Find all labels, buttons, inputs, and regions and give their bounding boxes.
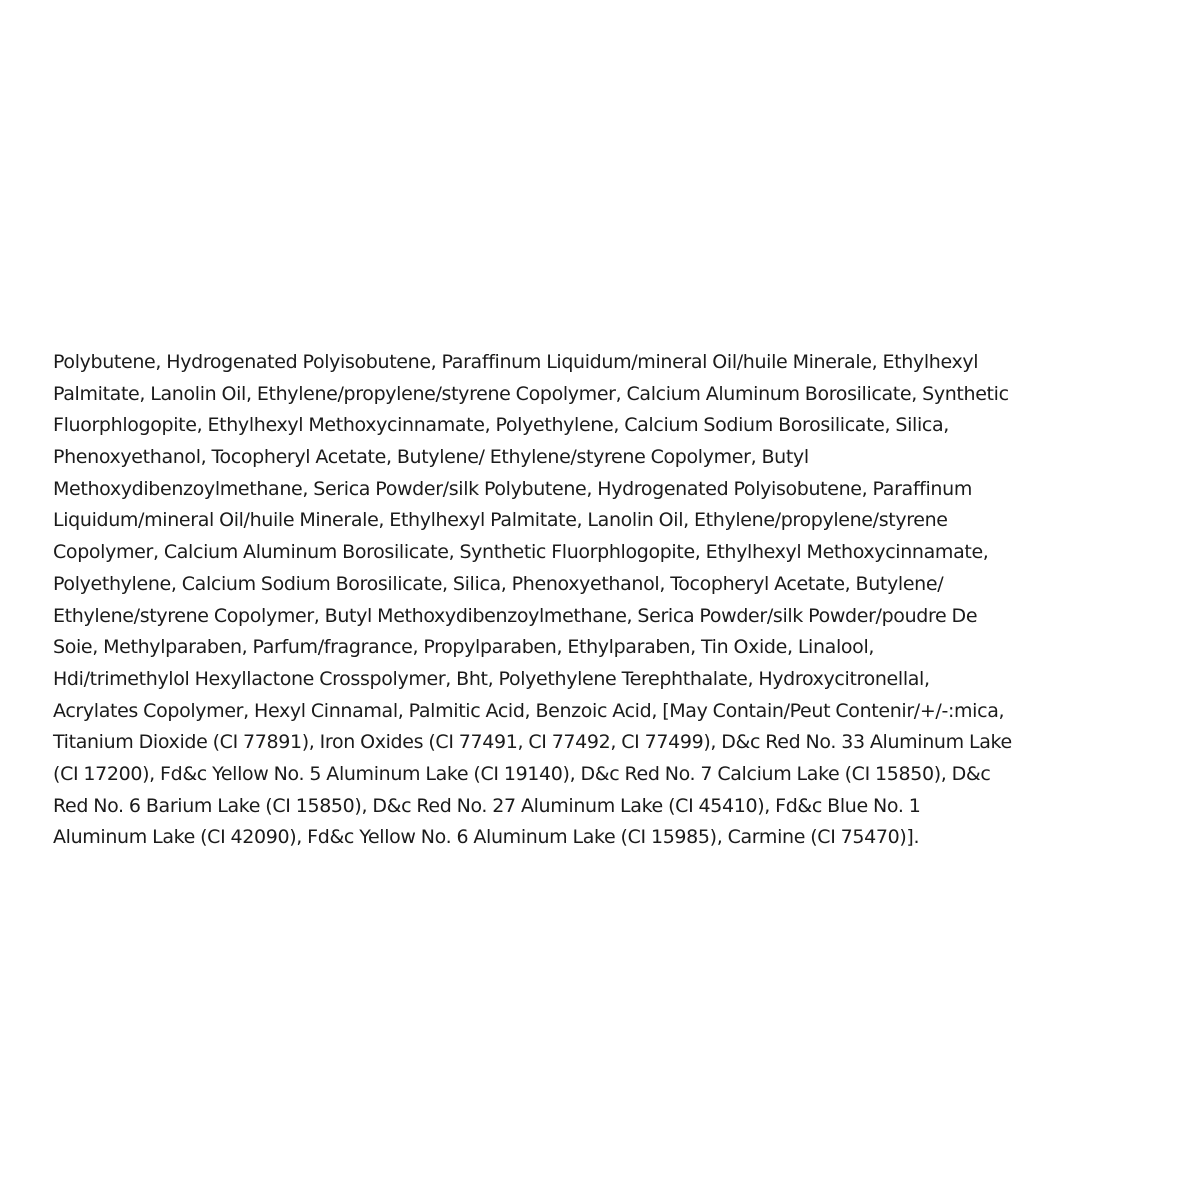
ingredient-line: Polyethylene, Calcium Sodium Borosilicate, Silica, Phenoxyethanol, Tocopheryl Acetate, Butylene/	[53, 572, 944, 595]
ingredient-line: Copolymer, Calcium Aluminum Borosilicate, Synthetic Fluorphlogopite, Ethylhexyl Methoxycinnamate,	[53, 541, 989, 564]
ingredient-line: Red No. 6 Barium Lake (CI 15850), D&c Red No. 27 Aluminum Lake (CI 45410), Fd&c Blue No. 1	[53, 794, 921, 817]
ingredient-line: (CI 17200), Fd&c Yellow No. 5 Aluminum Lake (CI 19140), D&c Red No. 7 Calcium Lake (CI 15850), D&c	[53, 762, 991, 785]
ingredient-line: Palmitate, Lanolin Oil, Ethylene/propylene/styrene Copolymer, Calcium Aluminum Borosilicate, Synthetic	[53, 382, 1009, 405]
ingredient-line: Aluminum Lake (CI 42090), Fd&c Yellow No. 6 Aluminum Lake (CI 15985), Carmine (CI 75470)].	[53, 826, 920, 849]
ingredient-line: Phenoxyethanol, Tocopheryl Acetate, Butylene/ Ethylene/styrene Copolymer, Butyl	[53, 446, 809, 469]
ingredient-line: Fluorphlogopite, Ethylhexyl Methoxycinnamate, Polyethylene, Calcium Sodium Borosilicate, Silica,	[53, 414, 949, 437]
ingredient-line: Methoxydibenzoylmethane, Serica Powder/silk Polybutene, Hydrogenated Polyisobutene, Paraffinum	[53, 477, 972, 500]
ingredient-line: Acrylates Copolymer, Hexyl Cinnamal, Palmitic Acid, Benzoic Acid, [May Contain/Peut Contenir/+/-:mica,	[53, 699, 1005, 722]
ingredient-line: Hdi/trimethylol Hexyllactone Crosspolymer, Bht, Polyethylene Terephthalate, Hydroxycitronellal,	[53, 667, 930, 690]
ingredient-line: Ethylene/styrene Copolymer, Butyl Methoxydibenzoylmethane, Serica Powder/silk Powder/poudre De	[53, 604, 978, 627]
ingredient-line: Titanium Dioxide (CI 77891), Iron Oxides (CI 77491, CI 77492, CI 77499), D&c Red No. 33 Aluminum Lake	[53, 731, 1012, 754]
ingredient-line: Liquidum/mineral Oil/huile Minerale, Ethylhexyl Palmitate, Lanolin Oil, Ethylene/propylene/styrene	[53, 509, 948, 532]
ingredient-line: Polybutene, Hydrogenated Polyisobutene, Paraffinum Liquidum/mineral Oil/huile Minerale, Ethylhexyl	[53, 351, 979, 373]
ingredient-line: Soie, Methylparaben, Parfum/fragrance, Propylparaben, Ethylparaben, Tin Oxide, Linalool,	[53, 636, 875, 659]
ingredients-text-block	[53, 347, 1173, 854]
